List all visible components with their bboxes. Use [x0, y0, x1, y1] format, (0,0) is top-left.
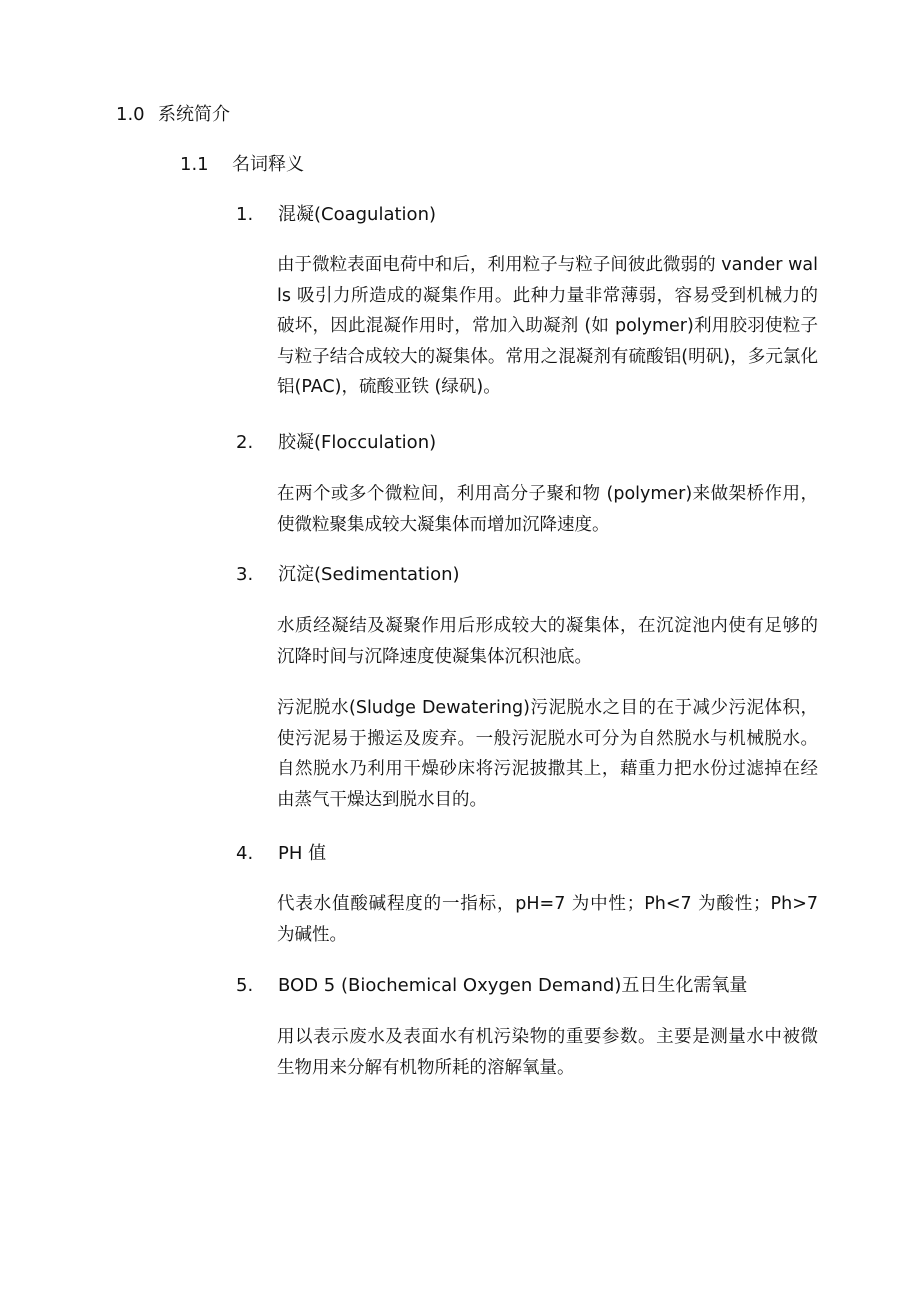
subsection-heading [180, 151, 304, 179]
term-title: 混凝(Coagulation) [278, 204, 437, 225]
term-definition-sludge-dewatering: 污泥脱水(Sludge Dewatering)污泥脱水之目的在于减少污泥体积，使污泥易于搬运及废弃。一般污泥脱水可分为自然脱水与机械脱水。自然脱水乃利用干燥砂床将污泥披撒其上，藉重力把水份过滤掉在经由蒸气干燥达到脱水目的。 [277, 698, 818, 810]
term-title: PH 值 [278, 843, 327, 864]
subsection-title: 名词释义 [232, 154, 304, 175]
term-title: 胶凝(Flocculation) [278, 432, 437, 453]
section-title: 系统简介 [158, 104, 230, 125]
subsection-number: 1.1 [180, 154, 209, 175]
term-definition-flocculation: 在两个或多个微粒间，利用高分子聚和物 (polymer)来做架桥作用，使微粒聚集成较大凝集体而增加沉降速度。 [277, 484, 818, 535]
term-number: 2. [236, 432, 254, 453]
term-title: 沉淀(Sedimentation) [278, 564, 460, 585]
term-definition-bod5: 用以表示废水及表面水有机污染物的重要参数。主要是测量水中被微生物用来分解有机物所耗的溶解氧量。 [277, 1027, 818, 1078]
term-number: 3. [236, 564, 254, 585]
term-title: BOD 5 (Biochemical Oxygen Demand)五日生化需氧量 [278, 975, 748, 996]
term-definition-sedimentation: 水质经凝结及凝聚作用后形成较大的凝集体，在沉淀池内使有足够的沉降时间与沉降速度使凝集体沉积池底。 [277, 616, 818, 667]
term-number: 4. [236, 843, 254, 864]
section-number: 1.0 [116, 104, 145, 125]
term-number: 1. [236, 204, 254, 225]
term-heading-coagulation [236, 201, 436, 229]
term-heading-flocculation [236, 429, 436, 457]
term-heading-sedimentation [236, 561, 460, 589]
term-heading-bod5 [236, 972, 747, 1000]
term-heading-ph [236, 840, 326, 868]
section-heading [116, 101, 230, 129]
term-definition-ph: 代表水值酸碱程度的一指标，pH=7 为中性；Ph<7 为酸性；Ph>7 为碱性。 [277, 894, 818, 945]
term-definition-coagulation: 由于微粒表面电荷中和后，利用粒子与粒子间彼此微弱的 vander walls 吸引力所造成的凝集作用。此种力量非常薄弱，容易受到机械力的破坏，因此混凝作用时，常加入助凝剂 (如 polymer)利用胶羽使粒子与粒子结合成较大的凝集体。常用之混凝剂有硫酸铝(明矾)，多元氯化铝(PAC)，硫酸亚铁 (绿矾)。 [277, 255, 818, 397]
term-number: 5. [236, 975, 254, 996]
